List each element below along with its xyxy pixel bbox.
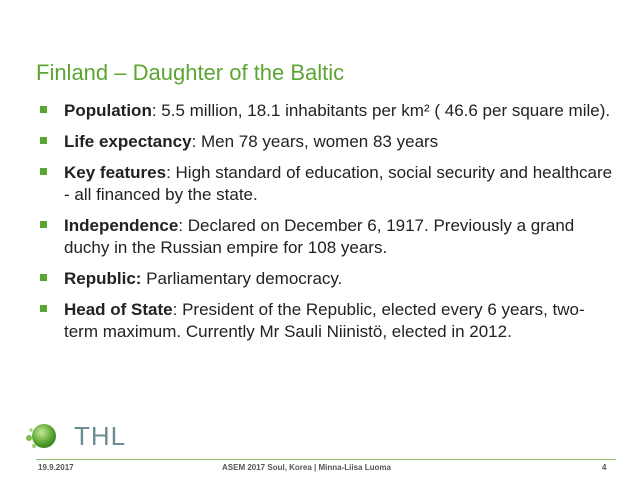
bullet-label: Life expectancy <box>64 132 192 151</box>
square-bullet-icon <box>40 274 47 281</box>
thl-logo-icon <box>20 418 72 452</box>
square-bullet-icon <box>40 221 47 228</box>
slide-title: Finland – Daughter of the Baltic <box>36 60 345 85</box>
bullet-text: : 5.5 million, 18.1 inhabitants per km² ( 46.6 per square mile). <box>151 101 611 120</box>
bullet-item <box>38 131 618 153</box>
bullet-label: Republic: <box>64 269 142 288</box>
bullet-list <box>38 100 618 352</box>
footer-divider <box>36 459 616 460</box>
bullet-label: Population <box>64 101 152 120</box>
bullet-item <box>38 215 618 259</box>
square-bullet-icon <box>40 137 47 144</box>
bullet-label: Head of State <box>64 300 173 319</box>
footer-event: ASEM 2017 Soul, Korea | Minna-Liisa Luoma <box>222 463 391 472</box>
square-bullet-icon <box>40 106 47 113</box>
square-bullet-icon <box>40 305 47 312</box>
bullet-label: Key features <box>64 163 167 182</box>
square-bullet-icon <box>40 168 47 175</box>
bullet-text: : Men 78 years, women 83 years <box>191 132 439 151</box>
bullet-text: : Declared on December 6, 1917. Previously a grand duchy in the Russian empire for 108 years. <box>64 216 575 257</box>
bullet-text: : President of the Republic, elected every 6 years, two-term maximum. Currently Mr Sauli Niinistö, elected in 2012. <box>64 300 585 341</box>
bullet-item <box>38 162 618 206</box>
logo-wordmark: THL <box>74 421 127 451</box>
footer-date: 19.9.2017 <box>38 463 74 472</box>
bullet-text: : High standard of education, social security and healthcare - all financed by the state. <box>64 163 613 204</box>
bullet-item <box>38 299 618 343</box>
page-number: 4 <box>602 463 607 472</box>
bullet-item <box>38 268 618 290</box>
thl-logo <box>20 418 140 452</box>
bullet-label: Independence <box>64 216 179 235</box>
bullet-text: Parliamentary democracy. <box>141 269 343 288</box>
bullet-item <box>38 100 618 122</box>
